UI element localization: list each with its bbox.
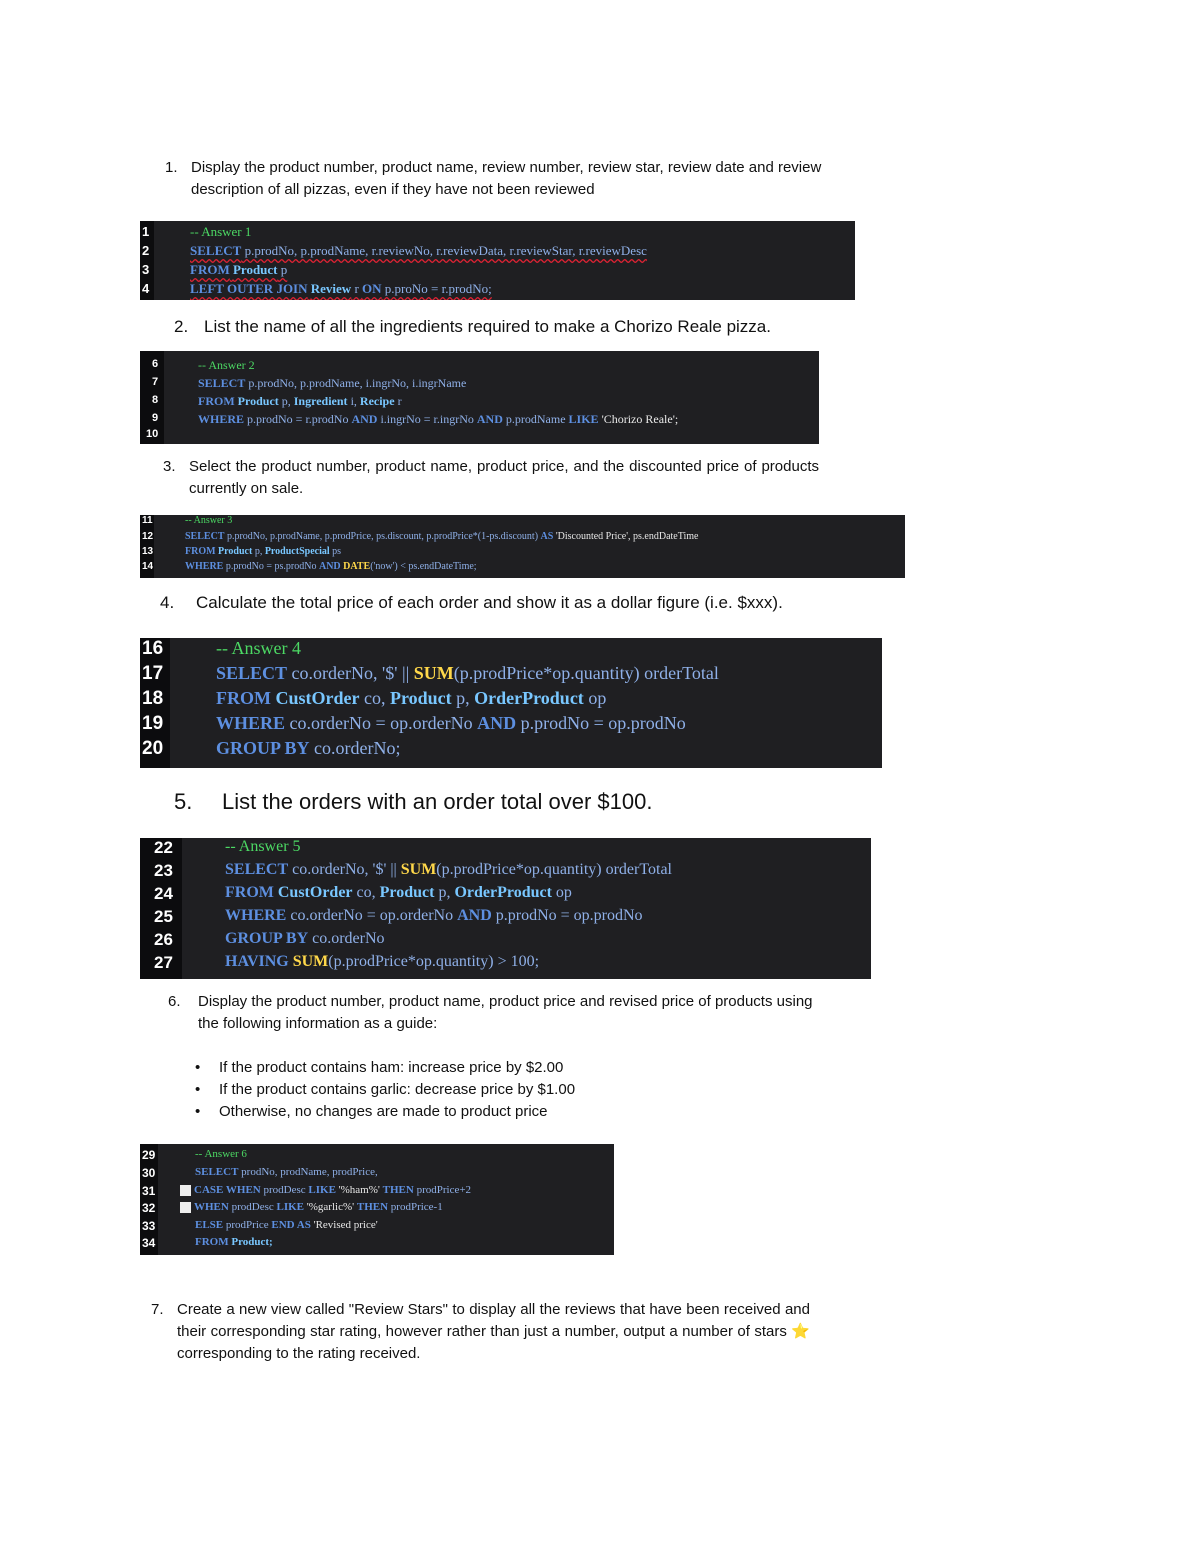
code-line	[198, 412, 678, 427]
sql-keyword: THEN	[382, 1184, 414, 1196]
line-number: 11	[142, 515, 153, 526]
code-string: 'Chorizo Reale';	[598, 412, 679, 426]
line-number: 4	[142, 281, 150, 296]
question-text-part: corresponding to the rating received.	[177, 1345, 421, 1362]
line-number: 8	[152, 394, 159, 406]
code-text: p	[277, 262, 288, 277]
question-text: Display the product number, product name, review number, review star, review date and review description of all pizzas, even if they have not been reviewed	[191, 159, 822, 198]
sql-function: DATE	[343, 561, 371, 572]
code-string: 'Revised price'	[310, 1219, 378, 1231]
fold-toggle[interactable]	[180, 1185, 191, 1196]
code-comment: -- Answer 6	[195, 1148, 247, 1160]
code-block-answer-6	[140, 1144, 614, 1255]
sql-function: SUM	[400, 861, 437, 878]
sql-keyword: GROUP BY	[225, 930, 309, 947]
question-number: 5.	[174, 789, 193, 814]
star-icon: ⭐	[791, 1323, 810, 1340]
code-line	[190, 262, 287, 278]
code-line	[216, 663, 719, 684]
code-text: ('now') < ps.endDateTime;	[370, 561, 477, 572]
code-text: co.orderNo, '$' ||	[287, 663, 414, 683]
code-text: co.orderNo = op.orderNo	[285, 713, 478, 733]
line-number: 22	[154, 838, 173, 857]
code-line	[195, 1219, 378, 1231]
code-text: i,	[347, 394, 360, 408]
question-4	[160, 592, 860, 614]
code-text: p,	[278, 394, 294, 408]
question-text: Calculate the total price of each order and show it as a dollar figure (i.e. $xxx).	[196, 593, 783, 612]
line-number: 34	[142, 1236, 156, 1250]
sql-keyword: END AS	[271, 1219, 311, 1231]
code-line	[198, 376, 466, 391]
code-line	[190, 243, 647, 259]
line-number: 14	[142, 561, 154, 572]
sql-keyword: WHERE	[216, 713, 286, 733]
code-text: prodDesc	[260, 1184, 309, 1196]
code-text: co,	[359, 688, 390, 708]
code-text: co.orderNo	[308, 930, 385, 947]
sql-keyword: FROM	[225, 884, 274, 901]
code-line	[180, 1201, 443, 1213]
line-number: 24	[154, 884, 173, 903]
sql-keyword: SELECT	[190, 243, 242, 258]
code-text: prodNo, prodName, prodPrice,	[238, 1166, 378, 1178]
sql-function: SUM	[292, 953, 329, 970]
sql-keyword: FROM	[190, 262, 230, 277]
code-string: '%ham%'	[335, 1184, 383, 1196]
sql-keyword: AND	[457, 907, 492, 924]
sql-table: ProductSpecial	[264, 546, 330, 557]
sql-keyword: SELECT	[225, 861, 289, 878]
sql-keyword: LIKE	[276, 1201, 305, 1213]
code-line	[225, 907, 643, 925]
sql-table: Recipe	[359, 394, 395, 408]
question-5	[174, 788, 874, 816]
sql-keyword: SELECT	[185, 531, 225, 542]
code-comment: -- Answer 1	[190, 224, 252, 239]
line-number: 25	[154, 907, 173, 926]
question-text: Display the product number, product name, product price and revised price of products using the following information as a guide:	[198, 993, 813, 1032]
sql-table: Product	[379, 884, 435, 901]
code-comment: -- Answer 2	[198, 358, 255, 372]
code-line	[195, 1236, 273, 1248]
sql-table: Product	[237, 394, 279, 408]
line-number: 26	[154, 930, 173, 949]
line-number: 2	[142, 243, 150, 258]
code-text: co.orderNo;	[309, 738, 401, 758]
line-number: 10	[146, 428, 159, 440]
code-string: '%garlic%'	[304, 1201, 357, 1213]
code-line	[190, 224, 251, 240]
code-text: ps	[329, 546, 342, 557]
code-line	[225, 861, 672, 879]
line-number: 29	[142, 1148, 156, 1162]
sql-keyword: HAVING	[225, 953, 289, 970]
code-text: prodPrice	[223, 1219, 272, 1231]
code-text: i.ingrNo = r.ingrNo	[377, 412, 477, 426]
question-7	[151, 1299, 810, 1365]
sql-keyword: WHEN	[194, 1201, 229, 1213]
code-text: p.prodNo = r.prodNo	[244, 412, 352, 426]
code-text: p.proNo = r.prodNo;	[381, 281, 492, 296]
sql-keyword: AS	[540, 531, 554, 542]
code-text: r	[351, 281, 363, 296]
code-line	[195, 1166, 378, 1178]
code-text: p.prodNo = ps.prodNo	[223, 561, 319, 572]
code-text: (p.prodPrice*op.quantity) orderTotal	[453, 663, 719, 683]
list-item: • Otherwise, no changes are made to product price	[193, 1101, 793, 1123]
list-item: • If the product contains garlic: decrease price by $1.00	[193, 1079, 793, 1101]
line-number: 16	[142, 638, 164, 659]
code-block-answer-3	[140, 515, 905, 578]
question-number: 7.	[151, 1301, 164, 1318]
code-string: 'Discounted Price', ps.endDateTime	[553, 531, 699, 542]
sql-keyword: FROM	[216, 688, 271, 708]
question-number: 2.	[174, 317, 189, 336]
code-text: p,	[252, 546, 265, 557]
sql-keyword: FROM	[185, 546, 216, 557]
sql-keyword: GROUP BY	[216, 738, 310, 758]
sql-keyword: THEN	[356, 1201, 389, 1213]
line-number: 30	[142, 1166, 156, 1180]
code-line	[225, 884, 572, 902]
code-block-answer-2	[140, 351, 819, 444]
question-text	[177, 1299, 810, 1365]
question-number: 4.	[160, 593, 175, 612]
bullet-list	[193, 1057, 793, 1123]
line-number: 17	[142, 663, 164, 684]
code-line	[216, 713, 686, 734]
sql-keyword: FROM	[198, 394, 235, 408]
code-text: p,	[451, 688, 475, 708]
question-6	[168, 991, 818, 1035]
code-line	[185, 561, 477, 572]
code-comment: -- Answer 4	[216, 638, 301, 658]
line-number: 18	[142, 688, 164, 709]
code-line	[225, 953, 539, 971]
list-item: • If the product contains ham: increase price by $2.00	[193, 1057, 793, 1079]
sql-keyword: LEFT OUTER JOIN	[190, 281, 308, 296]
line-number: 32	[142, 1201, 156, 1215]
code-block-answer-1	[140, 221, 855, 300]
code-line	[180, 1184, 471, 1196]
code-line	[190, 281, 492, 297]
code-text: p.prodNo, p.prodName, p.prodPrice, ps.discount, p.prodPrice*(1-ps.discount)	[224, 531, 541, 542]
line-number: 13	[142, 546, 154, 557]
line-number: 19	[142, 713, 164, 734]
code-text: p.prodNo, p.prodName, i.ingrNo, i.ingrName	[245, 376, 467, 390]
sql-keyword: WHERE	[225, 907, 287, 924]
sql-keyword: WHERE	[185, 561, 224, 572]
question-number: 1.	[165, 159, 178, 176]
question-number: 6.	[168, 993, 181, 1010]
line-number: 9	[152, 412, 159, 424]
line-number: 33	[142, 1219, 156, 1233]
line-number: 20	[142, 738, 164, 759]
code-text: co.orderNo = op.orderNo	[286, 907, 458, 924]
code-text: (p.prodPrice*op.quantity) orderTotal	[436, 861, 672, 878]
code-text: p.prodNo = op.prodNo	[516, 713, 686, 733]
sql-table: Review	[310, 281, 352, 296]
code-comment: -- Answer 5	[225, 838, 301, 855]
question-number: 3.	[163, 458, 176, 475]
sql-keyword: AND	[318, 561, 341, 572]
line-number: 27	[154, 953, 173, 972]
code-line	[216, 688, 606, 709]
sql-table: CustOrder	[277, 884, 353, 901]
question-text: List the orders with an order total over $100.	[222, 789, 653, 814]
line-number: 3	[142, 262, 150, 277]
sql-function: SUM	[413, 663, 454, 683]
code-line	[216, 738, 400, 759]
sql-keyword: AND	[351, 412, 378, 426]
sql-keyword: CASE WHEN	[194, 1184, 261, 1196]
code-line	[198, 358, 255, 373]
code-text: prodDesc	[228, 1201, 277, 1213]
sql-table: Product	[232, 262, 278, 277]
sql-table: Product	[218, 546, 253, 557]
sql-table: OrderProduct	[474, 688, 584, 708]
sql-keyword: FROM	[195, 1236, 229, 1248]
line-number: 31	[142, 1184, 156, 1198]
sql-keyword: SELECT	[195, 1166, 239, 1178]
code-line	[225, 930, 385, 948]
code-text: prodPrice-1	[388, 1201, 443, 1213]
code-block-answer-4	[140, 638, 882, 768]
sql-table: Ingredient	[293, 394, 348, 408]
code-text: p.prodNo = op.prodNo	[491, 907, 643, 924]
code-text: op	[551, 884, 572, 901]
code-text: p.prodNo, p.prodName, r.reviewNo, r.reviewData, r.reviewStar, r.reviewDesc	[241, 243, 647, 258]
code-line	[185, 515, 232, 526]
sql-table: Product	[389, 688, 452, 708]
sql-table: CustOrder	[275, 688, 360, 708]
code-line	[185, 546, 341, 557]
code-line	[195, 1148, 247, 1160]
sql-keyword: AND	[477, 713, 517, 733]
code-text: co.orderNo, '$' ||	[288, 861, 401, 878]
line-number: 7	[152, 376, 159, 388]
code-block-answer-5	[140, 838, 871, 979]
line-number: 6	[152, 358, 159, 370]
question-text: Select the product number, product name, product price, and the discounted price of products currently on sale.	[189, 458, 819, 497]
code-line	[198, 394, 402, 409]
code-text: p,	[434, 884, 455, 901]
code-text: op	[583, 688, 607, 708]
line-number: 12	[142, 531, 154, 542]
code-comment: -- Answer 3	[185, 515, 233, 526]
code-text: p.prodName	[502, 412, 569, 426]
sql-keyword: SELECT	[216, 663, 288, 683]
line-number: 23	[154, 861, 173, 880]
code-text: co,	[352, 884, 380, 901]
sql-keyword: AND	[476, 412, 503, 426]
code-text: (p.prodPrice*op.quantity) > 100;	[328, 953, 540, 970]
question-3	[163, 456, 819, 500]
sql-keyword: SELECT	[198, 376, 246, 390]
code-text: r	[394, 394, 402, 408]
line-number: 1	[142, 224, 150, 239]
question-text: List the name of all the ingredients required to make a Chorizo Reale pizza.	[204, 317, 771, 336]
sql-table: Product;	[231, 1236, 273, 1248]
sql-keyword: ELSE	[195, 1219, 224, 1231]
sql-keyword: LIKE	[568, 412, 599, 426]
question-1	[165, 157, 825, 201]
sql-keyword: WHERE	[198, 412, 245, 426]
code-text: prodPrice+2	[413, 1184, 472, 1196]
fold-toggle[interactable]	[180, 1202, 191, 1213]
sql-keyword: ON	[362, 281, 382, 296]
code-line	[185, 531, 698, 542]
code-line	[216, 638, 301, 659]
sql-keyword: LIKE	[308, 1184, 336, 1196]
question-2	[174, 316, 854, 338]
question-text-part: Create a new view called "Review Stars" to display all the reviews that have been received and their corresponding star rating, however rather than just a number, output a number of stars	[177, 1301, 810, 1340]
sql-table: OrderProduct	[454, 884, 552, 901]
code-line	[225, 838, 301, 856]
